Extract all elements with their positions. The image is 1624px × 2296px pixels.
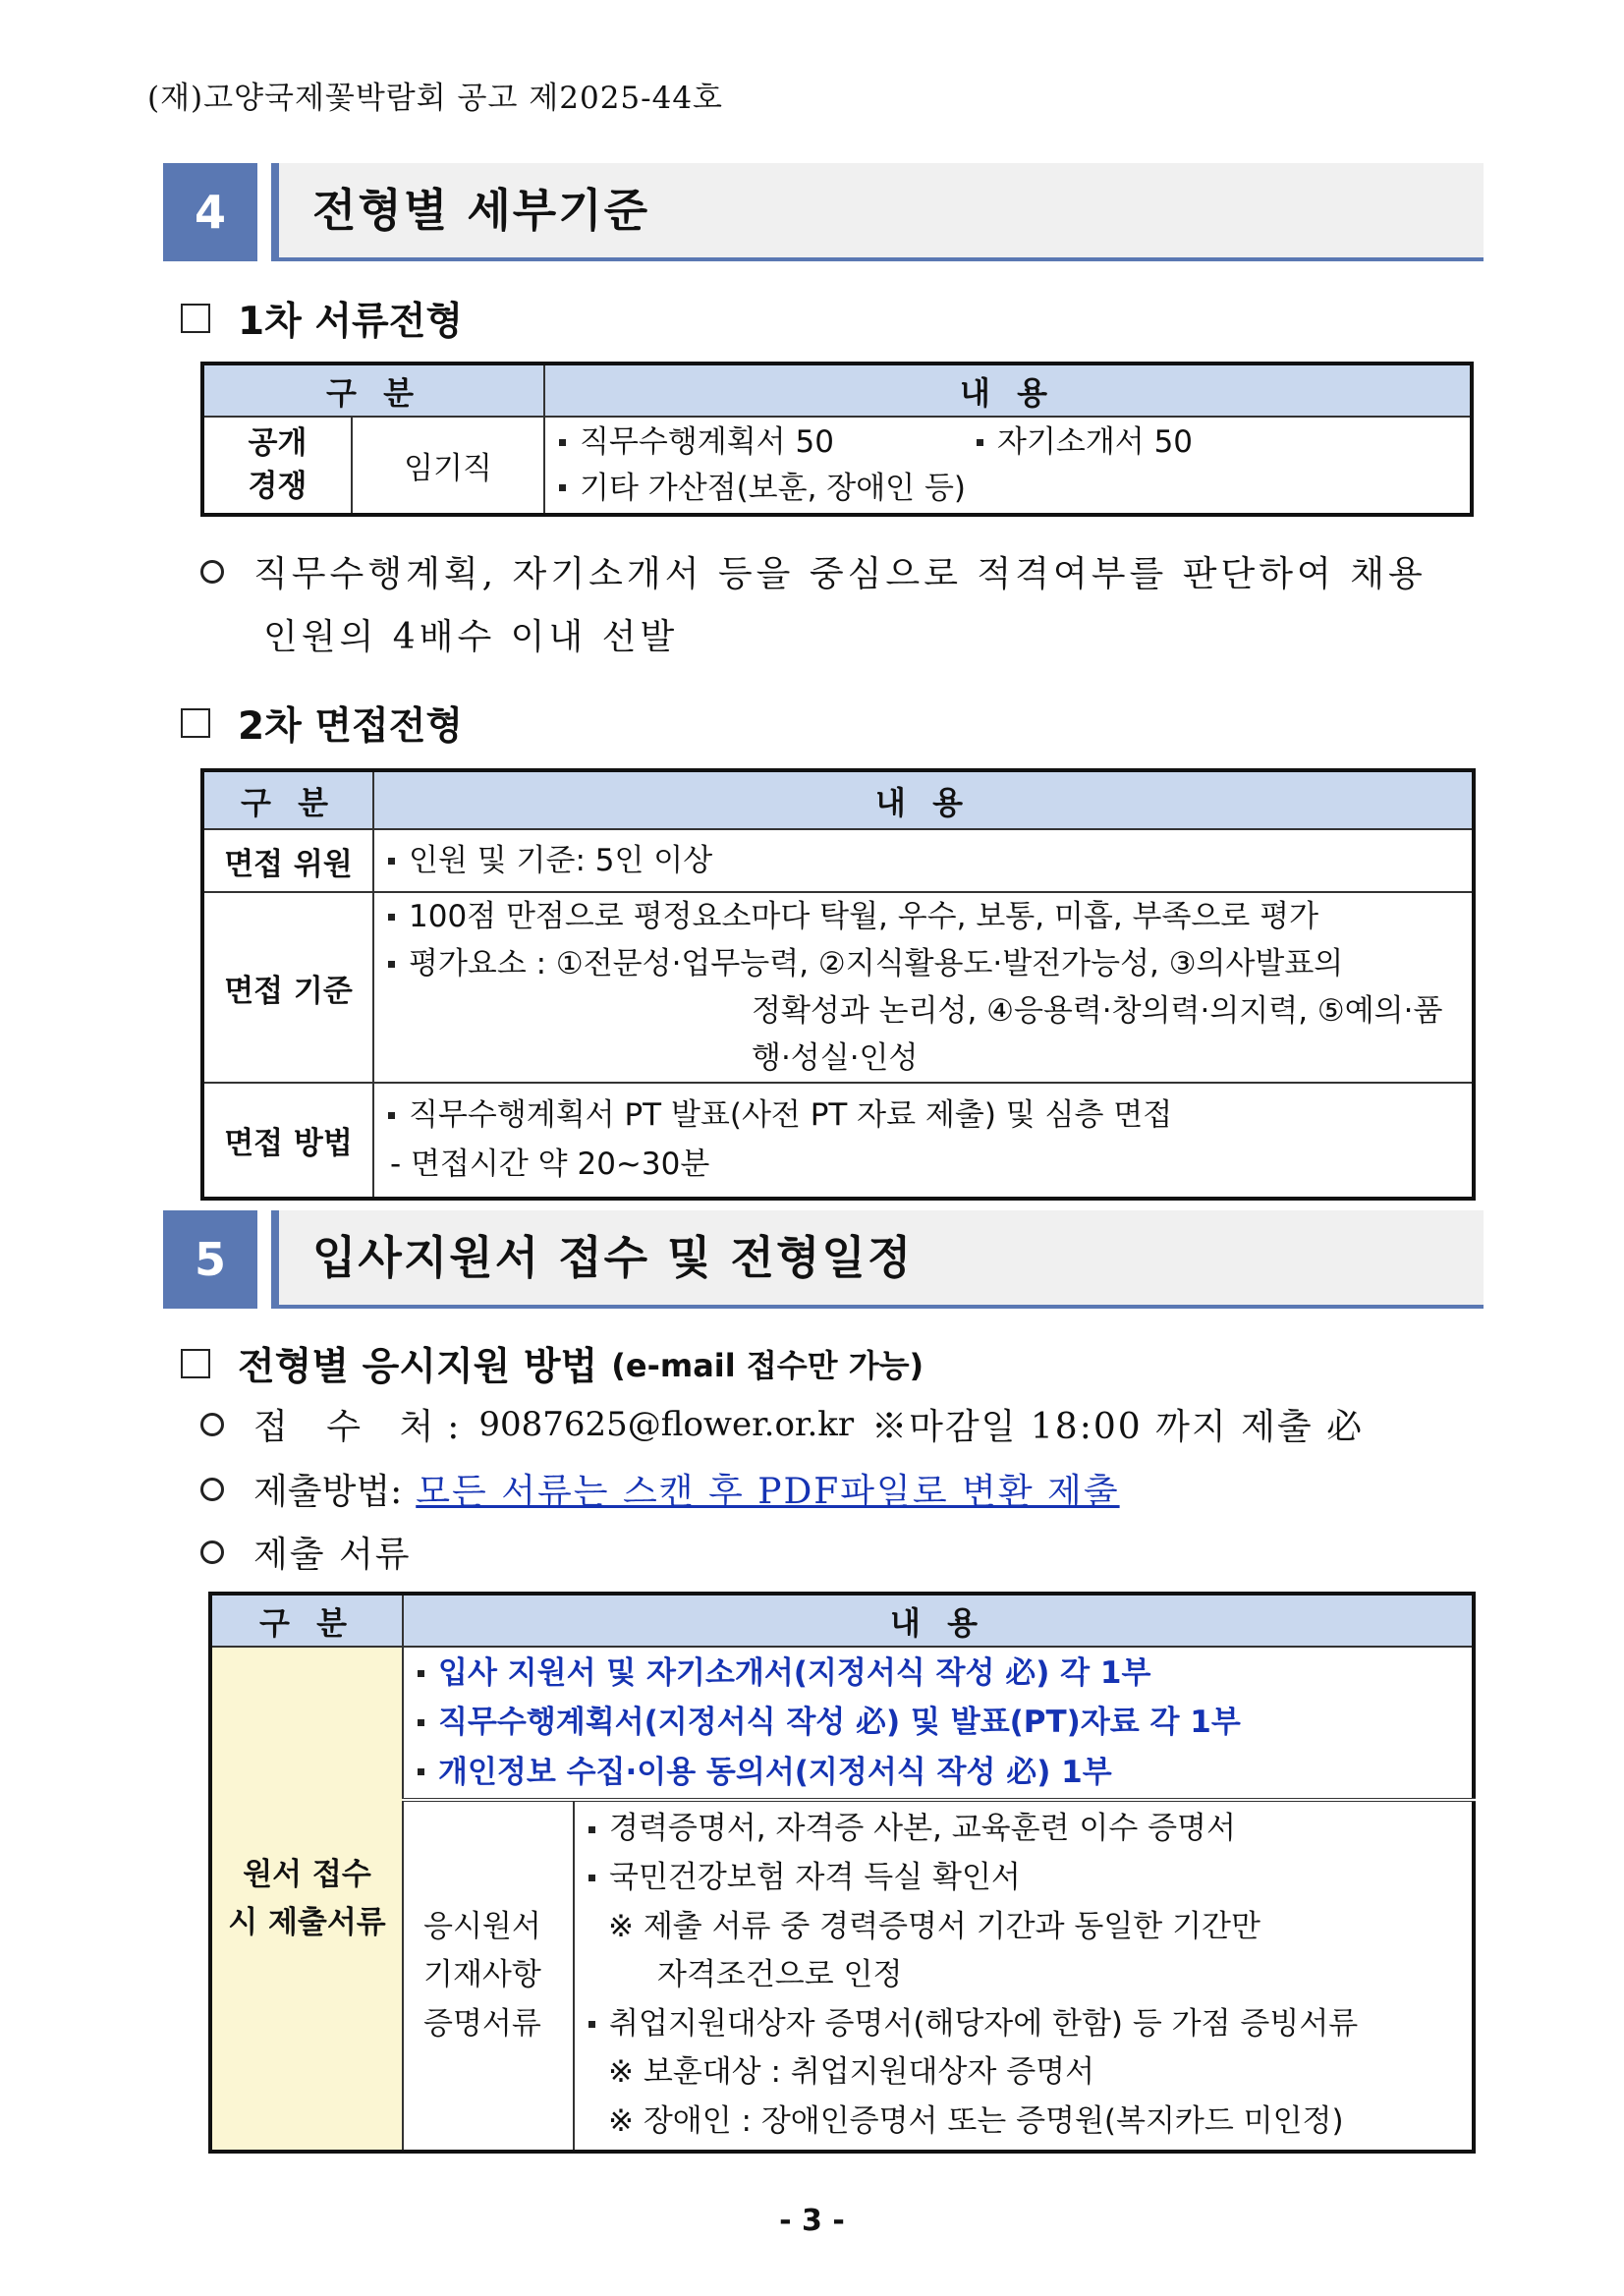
proof-note: ※ 장애인 : 장애인증명서 또는 증명원(복지카드 미인정) xyxy=(608,2102,1344,2139)
row-type-line2: 경쟁 xyxy=(248,468,308,504)
criteria-item: 직무수행계획서 50 xyxy=(580,424,834,460)
required-documents-cell xyxy=(403,1647,1474,1800)
bullet-icon xyxy=(977,439,983,446)
stage1-table xyxy=(200,362,1474,517)
column-header-category: 구 분 xyxy=(202,364,544,417)
documents-item xyxy=(200,1527,412,1577)
row-content-cell xyxy=(544,417,1472,515)
column-header-category: 구 분 xyxy=(210,1594,403,1647)
circle-bullet-icon xyxy=(200,1540,224,1564)
interview-criteria-content xyxy=(373,892,1474,1083)
section-title-box xyxy=(279,1210,1484,1309)
bullet-icon xyxy=(388,914,395,921)
submission-method-label: 제출방법: xyxy=(253,1472,403,1512)
bullet-icon xyxy=(588,2021,595,2028)
required-document: 개인정보 수집·이용 동의서(지정서식 작성 必) 1부 xyxy=(438,1754,1112,1790)
bullet-icon xyxy=(388,961,395,968)
bullet-icon xyxy=(588,1875,595,1881)
stage2-table xyxy=(200,768,1476,1201)
criteria-item: 자기소개서 50 xyxy=(997,424,1194,460)
receipt-label: 접 수 처: xyxy=(253,1407,474,1447)
bullet-icon xyxy=(559,484,566,491)
announcement-number: (재)고양국제꽃박람회 공고 제2025-44호 xyxy=(147,81,724,116)
category-line1: 원서 접수 xyxy=(243,1857,371,1893)
criteria-item: 기타 가산점(보훈, 장애인 등) xyxy=(580,470,967,506)
page-number: - 3 - xyxy=(779,2204,845,2238)
required-document: 입사 지원서 및 자기소개서(지정서식 작성 必) 각 1부 xyxy=(438,1655,1151,1692)
interview-method-label: 면접 방법 xyxy=(202,1083,373,1199)
section-divider xyxy=(271,1210,279,1309)
interview-method-content xyxy=(373,1083,1474,1199)
section-title-box xyxy=(279,163,1484,261)
circle-bullet-icon xyxy=(200,560,224,584)
stage2-heading xyxy=(181,696,463,751)
interview-criteria-label: 면접 기준 xyxy=(202,892,373,1083)
column-header-content: 내 용 xyxy=(544,364,1472,417)
column-header-category: 구 분 xyxy=(202,770,373,829)
section-title: 입사지원서 접수 및 전형일정 xyxy=(312,1231,914,1284)
column-header-content: 내 용 xyxy=(373,770,1474,829)
documents-label: 제출 서류 xyxy=(253,1535,412,1575)
section-number: 5 xyxy=(163,1210,257,1309)
checkbox-square-icon xyxy=(181,1349,210,1378)
content-line: 정확성과 논리성, ④응용력·창의력·의지력, ⑤예의·품행·성실·인성 xyxy=(752,993,1443,1077)
submission-method-item xyxy=(200,1464,1120,1514)
application-method-title: 전형별 응시지원 방법 xyxy=(238,1345,598,1389)
content-line: 100점 만점으로 평정요소마다 탁월, 우수, 보통, 미흡, 부족으로 평가 xyxy=(409,899,1319,934)
bullet-icon xyxy=(418,1768,424,1775)
proof-note: ※ 보훈대상 : 취업지원대상자 증명서 xyxy=(608,2054,1095,2091)
row-type-cell xyxy=(202,417,352,515)
stage1-note xyxy=(200,546,1478,596)
bullet-icon xyxy=(418,1670,424,1677)
proof-documents-cell xyxy=(574,1800,1474,2152)
proof-document: 경력증명서, 자격증 사본, 교육훈련 이수 증명서 xyxy=(609,1811,1236,1847)
receipt-item xyxy=(200,1399,1364,1449)
stage1-heading-text: 1차 서류전형 xyxy=(238,300,464,344)
content-line: 직무수행계획서 PT 발표(사전 PT 자료 제출) 및 심층 면접 xyxy=(409,1097,1173,1134)
receipt-deadline: ※마감일 18:00 까지 제출 必 xyxy=(871,1407,1365,1447)
subcategory-line: 증명서류 xyxy=(423,2005,541,2042)
checkbox-square-icon xyxy=(181,708,210,738)
documents-table xyxy=(208,1592,1476,2154)
application-method-heading xyxy=(181,1336,924,1391)
proof-subcategory-cell xyxy=(403,1800,574,2152)
receipt-email[interactable]: 9087625@flower.or.kr xyxy=(478,1404,855,1444)
category-line2: 시 제출서류 xyxy=(228,1904,386,1940)
stage1-note-line1: 직무수행계획, 자기소개서 등을 중심으로 적격여부를 판단하여 채용 xyxy=(253,554,1427,594)
subcategory-line: 응시원서 xyxy=(423,1908,541,1944)
row-position-cell: 임기직 xyxy=(352,417,544,515)
section-title: 전형별 세부기준 xyxy=(312,184,650,237)
bullet-icon xyxy=(559,439,566,446)
bullet-icon xyxy=(588,1826,595,1833)
bullet-icon xyxy=(388,858,395,865)
content-line: 평가요소 : ①전문성·업무능력, ②지식활용도·발전가능성, ③의사발표의 xyxy=(409,946,1344,982)
section-number: 4 xyxy=(163,163,257,261)
documents-category-cell xyxy=(210,1647,403,2152)
circle-bullet-icon xyxy=(200,1478,224,1501)
section-4-header xyxy=(163,163,1484,261)
bullet-icon xyxy=(418,1719,424,1726)
row-type-line1: 공개 xyxy=(248,425,308,462)
application-method-note: (e-mail 접수만 가능) xyxy=(611,1347,924,1384)
proof-document: 취업지원대상자 증명서(해당자에 한함) 등 가점 증빙서류 xyxy=(609,2005,1359,2042)
submission-method-link[interactable]: 모든 서류는 스캔 후 PDF파일로 변환 제출 xyxy=(416,1472,1120,1512)
stage1-note-line2: 인원의 4배수 이내 선발 xyxy=(263,617,679,657)
circle-bullet-icon xyxy=(200,1413,224,1436)
bullet-icon xyxy=(388,1112,395,1119)
checkbox-square-icon xyxy=(181,304,210,333)
interview-committee-label: 면접 위원 xyxy=(202,829,373,892)
stage1-heading xyxy=(181,291,463,346)
required-document: 직무수행계획서(지정서식 작성 必) 및 발표(PT)자료 각 1부 xyxy=(438,1705,1241,1741)
content-line: - 면접시간 약 20~30분 xyxy=(390,1146,710,1182)
column-header-content: 내 용 xyxy=(403,1594,1474,1647)
proof-note: 자격조건으로 인정 xyxy=(657,1957,903,1993)
content-line: 인원 및 기준: 5인 이상 xyxy=(409,842,713,878)
proof-note: ※ 제출 서류 중 경력증명서 기간과 동일한 기간만 xyxy=(608,1908,1260,1944)
stage2-heading-text: 2차 면접전형 xyxy=(238,704,464,749)
proof-document: 국민건강보험 자격 득실 확인서 xyxy=(609,1860,1021,1896)
interview-committee-content xyxy=(373,829,1474,892)
subcategory-line: 기재사항 xyxy=(423,1957,541,1993)
section-5-header xyxy=(163,1210,1484,1309)
section-divider xyxy=(271,163,279,261)
